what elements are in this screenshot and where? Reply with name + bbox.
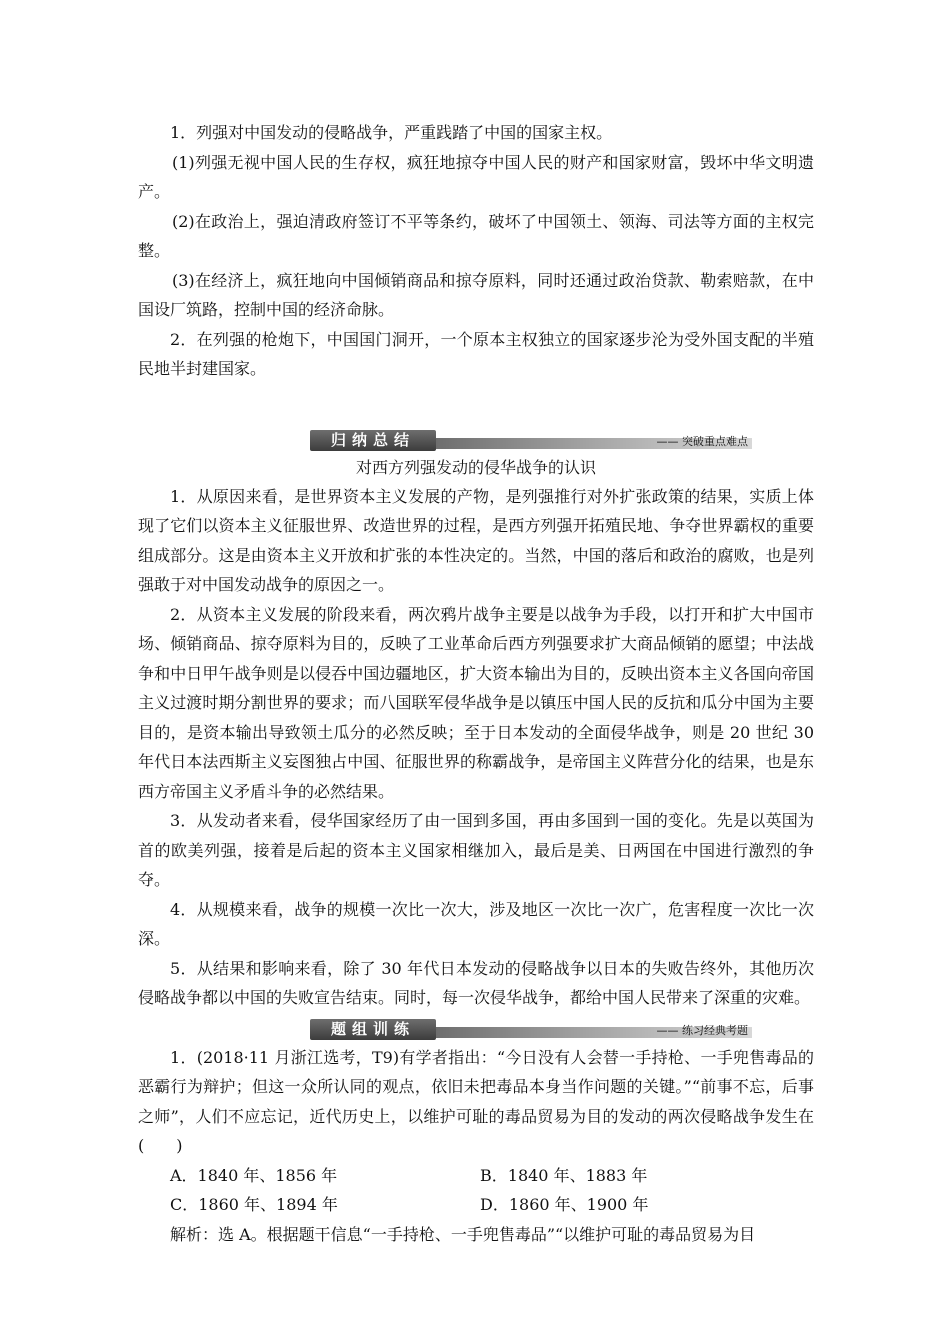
banner-subtitle: —— 突破重点难点 (656, 434, 748, 448)
question-stem: 1．(2018·11 月浙江选考，T9)有学者指出：“今日没有人会替一手持枪、一手兜售毒品的恶霸行为辩护；但这一众所认同的观点，依旧未把毒品本身当作问题的关键。”“前事不忘，后事之师”，人们不应忘记，近代历史上，以维护可耻的毒品贸易为目的发动的两次侵略战争发生在( ) (138, 1047, 814, 1155)
paragraph: (3)在经济上，疯狂地向中国倾销商品和掠夺原料，同时还通过政治贷款、勒索赔款，在中国设厂筑路，控制中国的经济命脉。 (138, 270, 814, 319)
analysis-text: 解析：选 A。根据题干信息“一手持枪、一手兜售毒品”“以维护可耻的毒品贸易为目 (170, 1224, 756, 1244)
answer-options (138, 1161, 814, 1220)
summary-item: 2．从资本主义发展的阶段来看，两次鸦片战争主要是以战争为手段，以打开和扩大中国市场、倾销商品、掠夺原料为目的，反映了工业革命后西方列强要求扩大商品倾销的愿望；中法战争和中日甲午战争则是以侵吞中国边疆地区，扩大资本输出为目的，反映出资本主义各国向帝国主义过渡时期分割世界的要求；而八国联军侵华战争是以镇压中国人民的反抗和瓜分中国为主要目的，是资本输出导致领土瓜分的必然反映；至于日本发动的全面侵华战争，则是 20 世纪 30 年代日本法西斯主义妄图独占中国、征服世界的称霸战争，是帝国主义阵营分化的结果，也是东西方帝国主义矛盾斗争的必然结果。 (138, 604, 814, 801)
summary-item: 4．从规模来看，战争的规模一次比一次大，涉及地区一次比一次广，危害程度一次比一次深。 (138, 899, 814, 948)
summary-heading: 对西方列强发动的侵华战争的认识 (355, 457, 596, 477)
banner-subtitle: —— 练习经典考题 (656, 1023, 748, 1037)
paragraph: 2．在列强的枪炮下，中国国门洞开，一个原本主权独立的国家逐步沦为受外国支配的半殖民地半封建国家。 (138, 329, 814, 378)
paragraph: (1)列强无视中国人民的生存权，疯狂地掠夺中国人民的财产和国家财富，毁坏中华文明遗产。 (138, 152, 814, 201)
option-a: A．1840 年、1856 年 (170, 1165, 338, 1185)
summary-item: 3．从发动者来看，侵华国家经历了由一国到多国，再由多国到一国的变化。先是以英国为首的欧美列强，接着是后起的资本主义国家相继加入，最后是美、日两国在中国进行激烈的争夺。 (138, 811, 814, 889)
section-banner-exercise (310, 1017, 752, 1043)
option-b: B．1840 年、1883 年 (480, 1165, 648, 1185)
summary-item: 5．从结果和影响来看，除了 30 年代日本发动的侵略战争以日本的失败告终外，其他历次侵略战争都以中国的失败宣告结束。同时，每一次侵华战争，都给中国人民带来了深重的灾难。 (138, 958, 814, 1007)
banner-title: 归纳总结 (310, 430, 436, 451)
document-content (138, 118, 814, 1249)
option-c: C．1860 年、1894 年 (170, 1195, 338, 1214)
banner-title: 题组训练 (310, 1019, 436, 1040)
paragraph: 1．列强对中国发动的侵略战争，严重践踏了中国的国家主权。 (170, 123, 613, 142)
paragraph: (2)在政治上，强迫清政府签订不平等条约，破坏了中国领土、领海、司法等方面的主权完整。 (138, 211, 814, 260)
summary-item: 1．从原因来看，是世界资本主义发展的产物，是列强推行对外扩张政策的结果，实质上体现了它们以资本主义征服世界、改造世界的过程，是西方列强开拓殖民地、争夺世界霸权的重要组成部分。这是由资本主义开放和扩张的本性决定的。当然，中国的落后和政治的腐败，也是列强敢于对中国发动战争的原因之一。 (138, 486, 814, 594)
option-d: D．1860 年、1900 年 (480, 1195, 649, 1214)
section-banner-summary (310, 428, 752, 454)
